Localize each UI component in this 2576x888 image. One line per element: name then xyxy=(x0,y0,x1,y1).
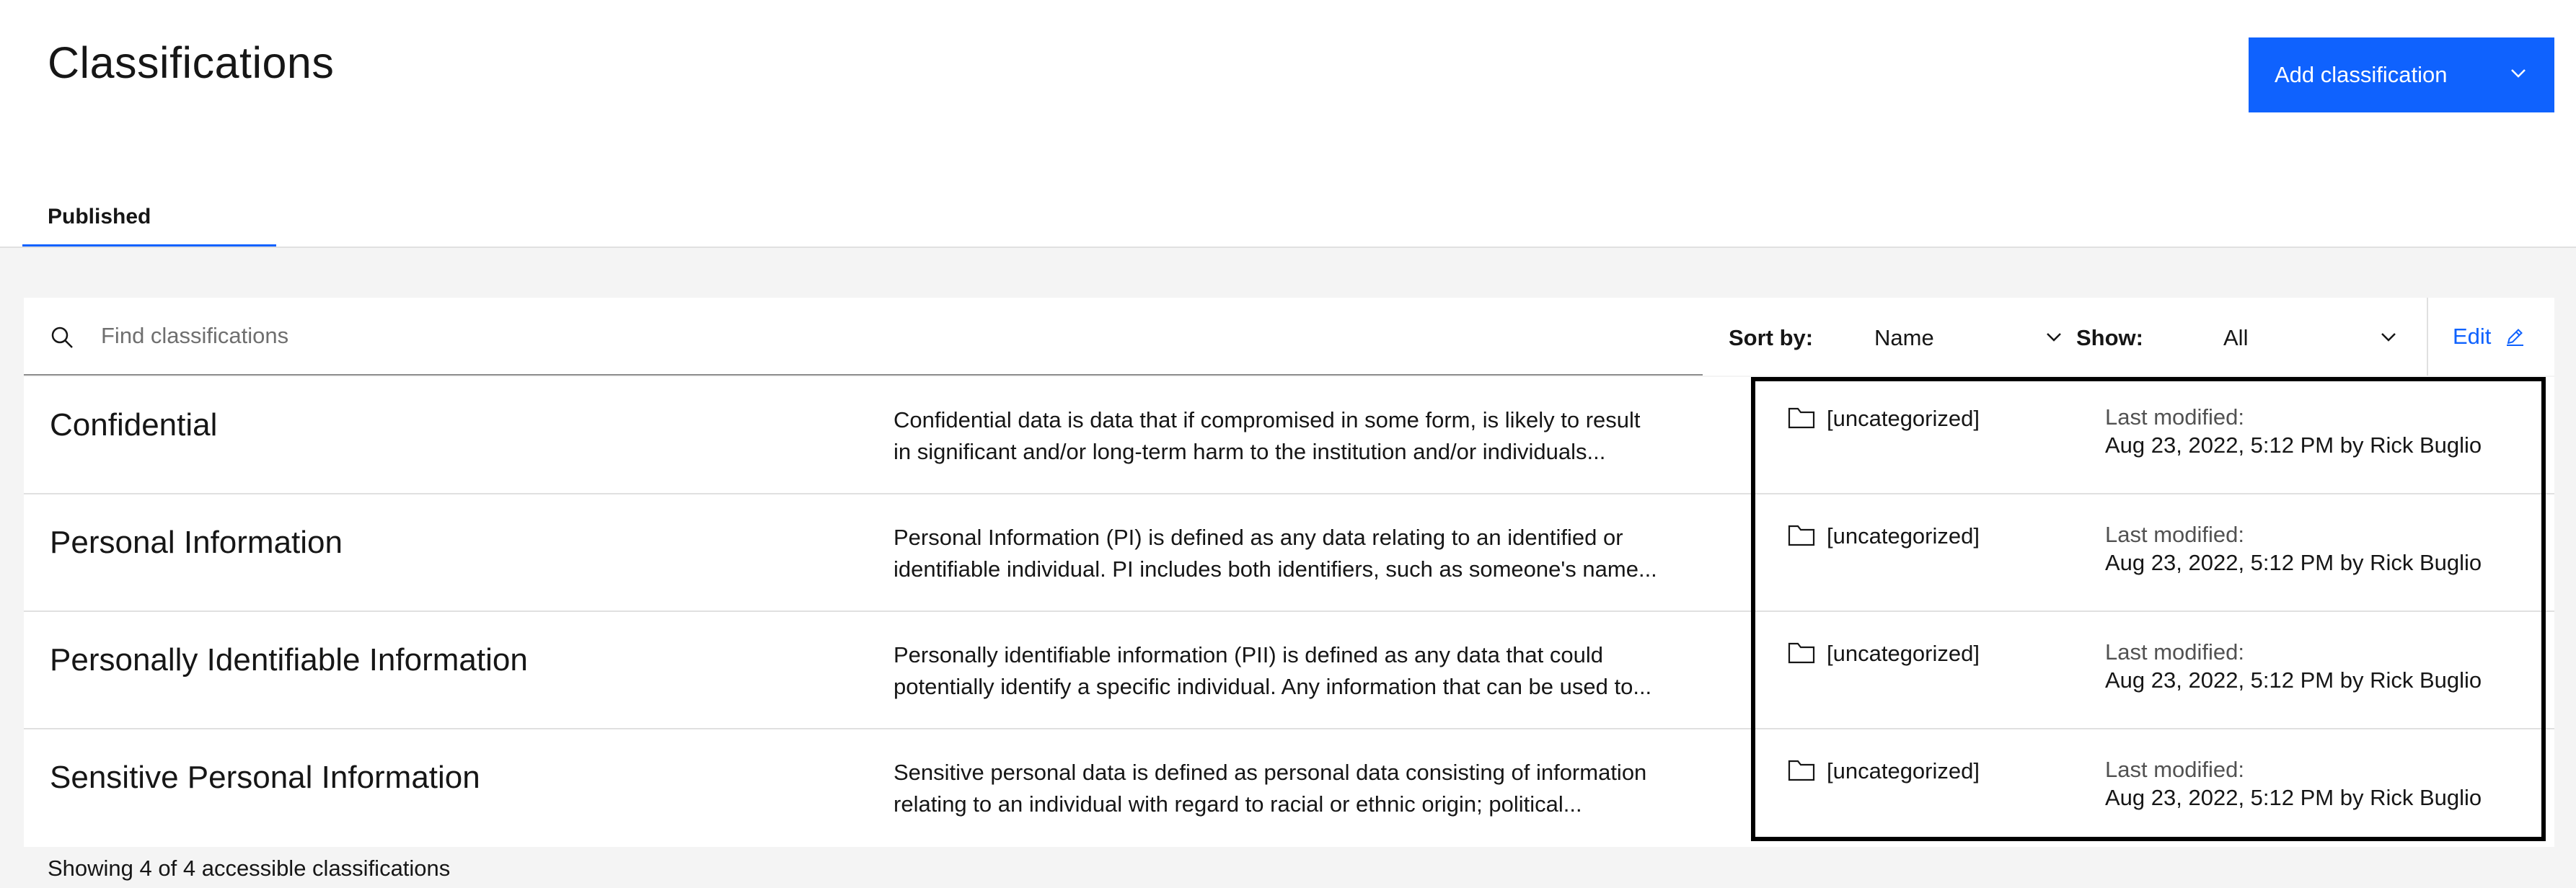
table-row[interactable] xyxy=(24,377,2554,494)
table-row[interactable] xyxy=(24,612,2554,729)
sort-value: Name xyxy=(1874,325,1934,350)
folder-icon xyxy=(1788,641,1815,664)
chevron-down-icon xyxy=(2510,68,2527,79)
category-label: [uncategorized] xyxy=(1827,641,1980,666)
chevron-down-icon xyxy=(2046,332,2062,342)
edit-button[interactable] xyxy=(2453,322,2526,351)
last-modified-label: Last modified: xyxy=(2105,404,2244,430)
category-label: [uncategorized] xyxy=(1827,523,1980,549)
description-line: Personally identifiable information (PII) is defined as any data that could xyxy=(894,642,1603,667)
last-modified-label: Last modified: xyxy=(2105,522,2244,547)
last-modified-value: Aug 23, 2022, 5:12 PM by Rick Buglio xyxy=(2105,432,2482,458)
add-classification-label: Add classification xyxy=(2275,62,2448,87)
table-row[interactable] xyxy=(24,494,2554,612)
description-line: Sensitive personal data is defined as personal data consisting of information xyxy=(894,760,1647,785)
classification-name[interactable]: Personal Information xyxy=(50,525,343,560)
tab-published[interactable] xyxy=(22,190,276,248)
description-line: relating to an individual with regard to racial or ethnic origin; political... xyxy=(894,791,1582,817)
category-label: [uncategorized] xyxy=(1827,406,1980,431)
classification-name[interactable]: Sensitive Personal Information xyxy=(50,760,480,795)
classification-name[interactable]: Personally Identifiable Information xyxy=(50,642,528,678)
last-modified-value: Aug 23, 2022, 5:12 PM by Rick Buglio xyxy=(2105,667,2482,693)
table-toolbar xyxy=(24,298,2554,376)
description-line: identifiable individual. PI includes both identifiers, such as someone's name... xyxy=(894,556,1657,582)
sort-dropdown[interactable] xyxy=(1874,316,2062,357)
results-count: Showing 4 of 4 accessible classifications xyxy=(48,856,451,881)
description-line: in significant and/or long-term harm to the institution and/or individuals... xyxy=(894,439,1606,464)
last-modified-label: Last modified: xyxy=(2105,639,2244,665)
description-line: Personal Information (PI) is defined as any data relating to an identified or xyxy=(894,525,1623,550)
classification-description xyxy=(894,404,1687,468)
page-title: Classifications xyxy=(48,38,335,87)
folder-icon xyxy=(1788,406,1815,429)
classification-description xyxy=(894,757,1687,820)
description-line: potentially identify a specific individual. Any information that can be used to... xyxy=(894,674,1652,699)
toolbar-divider xyxy=(2427,298,2428,376)
table-row[interactable] xyxy=(24,729,2554,847)
classification-description xyxy=(894,639,1687,703)
classification-description xyxy=(894,522,1687,585)
folder-icon xyxy=(1788,758,1815,781)
show-value: All xyxy=(2223,325,2249,350)
tab-published-label: Published xyxy=(48,205,151,228)
search-box xyxy=(24,298,1703,376)
classification-list xyxy=(24,377,2554,847)
chevron-down-icon xyxy=(2381,332,2396,342)
folder-icon xyxy=(1788,523,1815,546)
description-line: Confidential data is data that if compromised in some form, is likely to result xyxy=(894,407,1641,432)
add-classification-button[interactable] xyxy=(2249,37,2554,112)
pencil-icon xyxy=(2504,326,2526,347)
sort-label: Sort by: xyxy=(1729,325,1814,350)
last-modified-value: Aug 23, 2022, 5:12 PM by Rick Buglio xyxy=(2105,550,2482,575)
last-modified-value: Aug 23, 2022, 5:12 PM by Rick Buglio xyxy=(2105,785,2482,810)
show-label: Show: xyxy=(2076,325,2143,350)
edit-label: Edit xyxy=(2453,324,2492,349)
classification-name[interactable]: Confidential xyxy=(50,407,218,443)
show-dropdown[interactable] xyxy=(2223,316,2396,357)
search-input[interactable] xyxy=(100,319,1473,352)
category-label: [uncategorized] xyxy=(1827,758,1980,783)
last-modified-label: Last modified: xyxy=(2105,757,2244,782)
search-icon xyxy=(50,325,74,350)
